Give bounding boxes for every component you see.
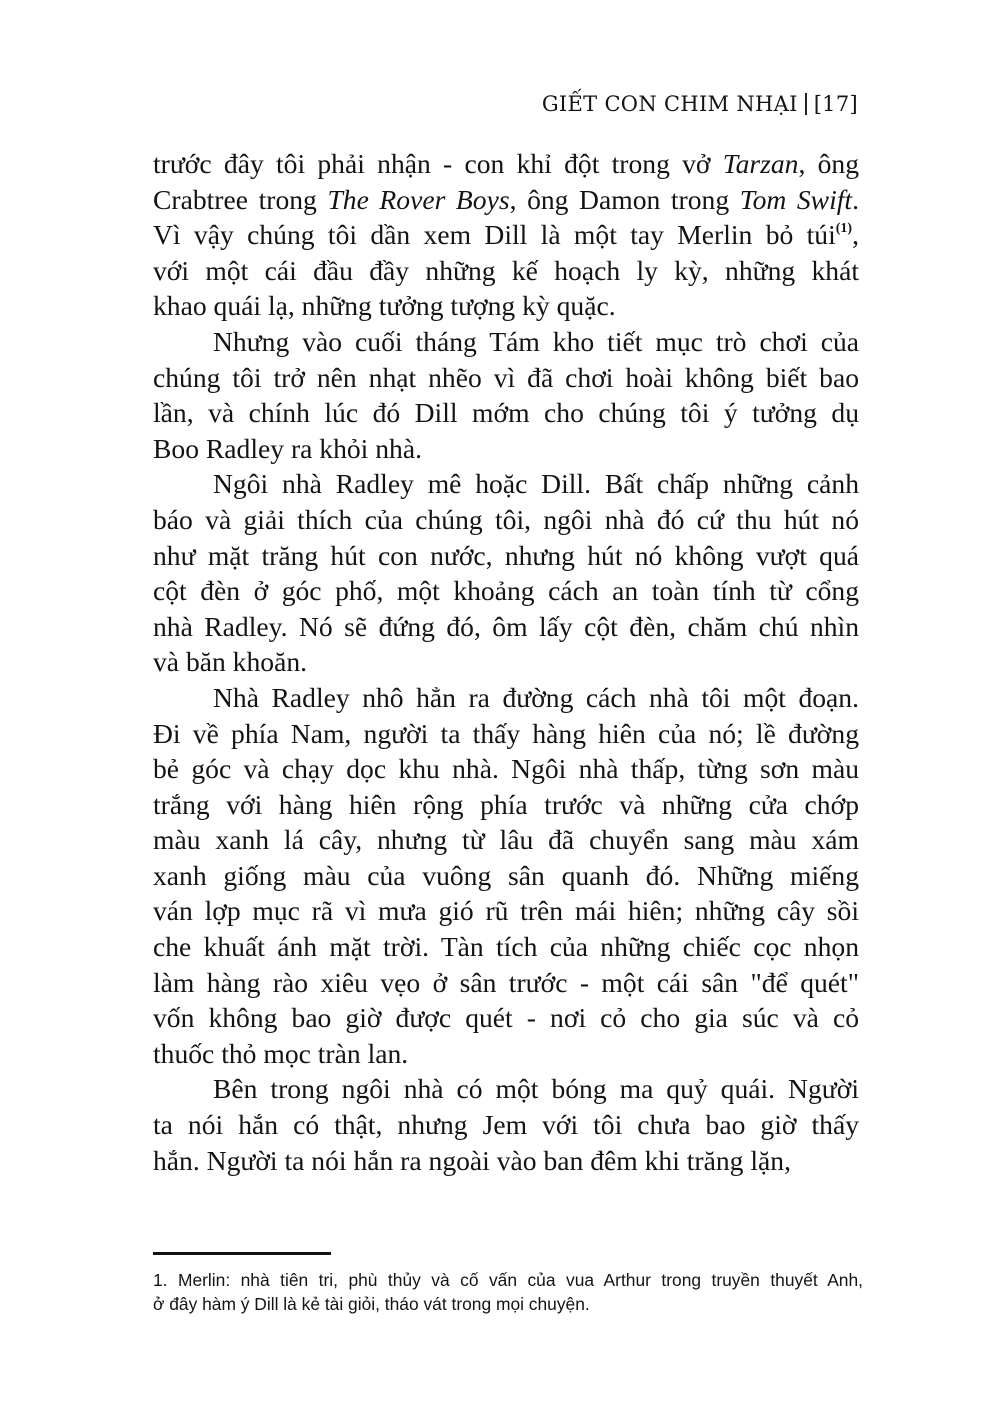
body-text (153, 146, 859, 1178)
text-segment: xanh giống màu của vuông sân quanh đó. Những miếng (153, 859, 859, 891)
text-segment: màu xanh lá cây, nhưng từ lâu đã chuyển sang màu xám (153, 824, 859, 856)
text-segment: trắng với hàng hiên rộng phía trước và những cửa chớp (153, 788, 859, 820)
text-segment: hắn. Người ta nói hắn ra ngoài vào ban đêm khi trăng lặn, (153, 1144, 791, 1176)
text-line (153, 1107, 859, 1143)
book-title: GIẾT CON CHIM NHẠI (541, 92, 798, 116)
footnote (153, 1268, 863, 1316)
paragraph (153, 680, 859, 1072)
text-segment: ta nói hắn có thật, nhưng Jem với tôi chưa bao giờ thấy (153, 1109, 859, 1141)
text-segment: . (852, 183, 859, 215)
text-segment: Nhà Radley nhô hẳn ra đường cách nhà tôi một đoạn. (213, 681, 859, 713)
text-line (153, 466, 859, 502)
text-line (153, 965, 859, 1001)
text-line (153, 502, 859, 538)
paragraph (153, 146, 859, 324)
text-segment: vốn không bao giờ được quét - nơi cỏ cho gia súc và cỏ (153, 1002, 859, 1034)
text-segment: , ông (798, 148, 859, 179)
text-segment: Crabtree trong (153, 183, 328, 215)
header-divider (805, 93, 807, 115)
text-line (153, 1036, 859, 1072)
text-segment: , ông Damon trong (509, 183, 740, 215)
text-line (153, 1071, 859, 1107)
text-segment: bẻ góc và chạy dọc khu nhà. Ngôi nhà thấp, từng sơn màu (153, 753, 859, 785)
text-segment: Bên trong ngôi nhà có một bóng ma quỷ quái. Người (213, 1073, 859, 1105)
text-segment: cột đèn ở góc phố, một khoảng cách an toàn tính từ cổng (153, 575, 859, 607)
paragraph (153, 1071, 859, 1178)
text-segment: Đi về phía Nam, người ta thấy hàng hiên của nó; lề đường (153, 717, 859, 749)
text-line (153, 680, 859, 716)
text-segment: Boo Radley ra khỏi nhà. (153, 432, 422, 464)
text-line (153, 1143, 859, 1179)
text-segment: báo và giải thích của chúng tôi, ngôi nhà đó cứ thu hút nó (153, 503, 859, 535)
text-line (153, 929, 859, 965)
footnote-line: 1. Merlin: nhà tiên tri, phù thủy và cố vấn của vua Arthur trong truyền thuyết Anh, (153, 1270, 863, 1290)
text-line (153, 609, 859, 645)
text-line (153, 751, 859, 787)
text-line (153, 395, 859, 431)
text-segment: Ngôi nhà Radley mê hoặc Dill. Bất chấp những cảnh (213, 468, 859, 500)
italic-title: Tom Swift (739, 183, 853, 215)
text-segment: trước đây tôi phải nhận - con khỉ đột trong vở (153, 148, 723, 179)
text-line (153, 217, 859, 253)
text-segment: ván lợp mục rã vì mưa gió rũ trên mái hiên; những cây sồi (153, 895, 859, 927)
text-line (153, 324, 859, 360)
text-segment: , (852, 219, 859, 251)
text-segment: lần, và chính lúc đó Dill mớm cho chúng tôi ý tưởng dụ (153, 397, 859, 429)
text-line (153, 288, 859, 324)
footnote-reference: (1) (835, 221, 853, 237)
text-line (153, 253, 859, 289)
text-line (153, 893, 859, 929)
text-line (153, 146, 859, 182)
running-head (542, 92, 858, 116)
footnote-rule (153, 1252, 331, 1255)
italic-title: Tarzan (722, 148, 799, 179)
italic-title: The Rover Boys (327, 183, 510, 215)
text-segment: nhà Radley. Nó sẽ đứng đó, ôm lấy cột đèn, chăm chú nhìn (153, 610, 859, 642)
text-segment: như mặt trăng hút con nước, nhưng hút nó không vượt quá (153, 539, 859, 571)
paragraph (153, 324, 859, 466)
page-number: [17] (813, 92, 858, 116)
paragraph (153, 466, 859, 680)
text-line (153, 360, 859, 396)
text-segment: Vì vậy chúng tôi dần xem Dill là một tay Merlin bỏ túi (153, 219, 836, 251)
text-line (153, 787, 859, 823)
text-segment: chúng tôi trở nên nhạt nhẽo vì đã chơi hoài không biết bao (153, 361, 859, 393)
text-line (153, 431, 859, 467)
text-segment: Nhưng vào cuối tháng Tám kho tiết mục trò chơi của (213, 325, 859, 357)
text-line (153, 716, 859, 752)
text-line (153, 822, 859, 858)
text-line (153, 644, 859, 680)
text-segment: với một cái đầu đầy những kế hoạch ly kỳ, những khát (153, 254, 859, 286)
text-segment: che khuất ánh mặt trời. Tàn tích của những chiếc cọc nhọn (153, 931, 859, 963)
footnote-line: ở đây hàm ý Dill là kẻ tài giỏi, tháo vát trong mọi chuyện. (153, 1294, 590, 1314)
text-segment: và băn khoăn. (153, 646, 308, 678)
text-segment: làm hàng rào xiêu vẹo ở sân trước - một cái sân "để quét" (153, 966, 859, 998)
text-line (153, 182, 859, 218)
text-line (153, 538, 859, 574)
text-line (153, 858, 859, 894)
text-segment: thuốc thỏ mọc tràn lan. (153, 1037, 409, 1069)
text-segment: khao quái lạ, những tưởng tượng kỳ quặc. (153, 290, 616, 322)
text-line (153, 573, 859, 609)
text-line (153, 1000, 859, 1036)
